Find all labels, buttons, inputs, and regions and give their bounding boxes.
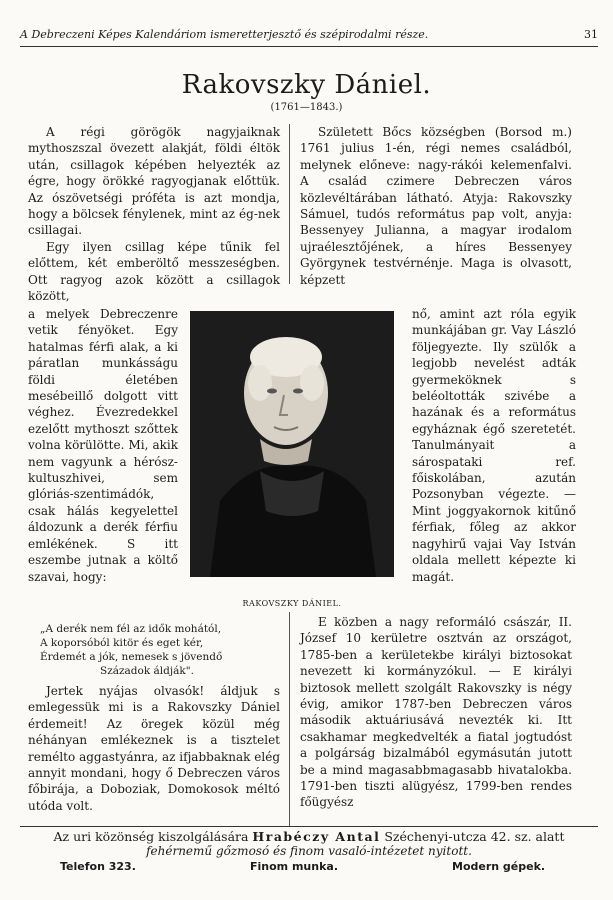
column-divider (289, 124, 290, 284)
portrait-illustration (190, 311, 394, 577)
left-column-bottom (28, 683, 280, 814)
paragraph: Egy ilyen csillag képe tűnik fel előttem, két emberöltő messzeségben. Ott ragyog azok között a csillagok között, (28, 239, 280, 304)
portrait-caption: RAKOVSZKY DÁNIEL. (242, 599, 342, 608)
ad-address: Széchenyi-utcza 42. sz. alatt (380, 829, 565, 844)
paragraph: Jertek nyájas olvasók! áldjuk s emlegessük mi is a Rakovszky Dániel érdemeit! Az öregek közül még néhányan emlékeznek is a tisztelet remélto aggastyánra, az ifjabbaknak elég annyit mondani, hogy ő Debreczen város főbirája, a Doboziak, Domokosok méltó utóda volt. (28, 684, 280, 813)
paragraph: Született Bőcs községben (Borsod m.) 1761 julius 1-én, régi nemes családból, melynek előneve: nagy-rákói kelemenfalvi. A család czimere Debreczen város közlevéltárában látható. Atyja: Rakovszky Sámuel, tudós református pap volt, anyja: Bessenyey Julianna, a magyar irodalom ujraélesztőjének, a híres Bessenyey Györgynek testvérnénje. Maga is olvasott, képzett (300, 125, 572, 287)
right-column-top (300, 124, 572, 288)
portrait-image (190, 311, 394, 577)
header-rule (20, 46, 598, 47)
left-column-top (28, 124, 280, 304)
page-number: 31 (584, 28, 598, 41)
paragraph: A régi görögök nagyjaiknak mythoszszal övezett alakját, földi éltök után, csillagok képében helyezték az égre, hogy örökké ragyogjanak előttük. Az ószövetségi próféta is azt mondja, hogy a bölcsek fénylenek, mint az ég-nek csillagai. (28, 125, 280, 238)
article-title: Rakovszky Dániel. (181, 70, 432, 100)
poem-line: Századok áldják". (100, 665, 194, 677)
ad-text: Az uri közönség kiszolgálására (53, 829, 253, 844)
paragraph: E közben a nagy reformáló császár, II. József 10 kerületre osztván az országot, 1785-ben a kerületekbe királyi biztosokat nevezett ki kormányzókul. — E királyi biztosok mellett szolgált Rakovszky is négy évig, amikor 1787-ben Debreczen város második aktuáriusává nevezték ki. Itt csakhamar megkedvelték a fiatal jogtudóst a polgárság bizalmából egymásután jutott be a mind magasabbmagasabb hivatalokba. 1791-ben tiszti alügyész, 1799-ben rendes főügyész (300, 615, 572, 810)
footer-rule (20, 826, 598, 827)
poem-quote (40, 622, 280, 678)
right-column-bottom (300, 614, 572, 811)
advertisement-line (20, 829, 598, 844)
article-dates: (1761—1843.) (270, 102, 343, 113)
ad-machines: Modern gépek. (452, 860, 546, 873)
poem-line: „A derék nem fél az idők mohától, (40, 623, 222, 635)
column-divider (289, 612, 290, 826)
ad-business-name: Hrabéczy Antal (252, 829, 381, 844)
paragraph: nő, amint azt róla egyik munkájában gr. Vay László följegyezte. Ily szülők a legjobb nevelést adták gyermeköknek s beléoltották szivébe a hazának és a református egyháznak égő szeretetét. Tanulmányait a sárospataki ref. főiskolában, azután Pozsonyban végezte. — Mint joggyakornok kitűnő férfiak, főleg az akkor nagyhirű vajai Vay István oldala mellett képezte ki magát. (412, 307, 576, 584)
poem-line: A koporsóból kitör és eget kér, (40, 637, 204, 649)
poem-line: Érdemét a jók, nemesek s jövendő (40, 651, 223, 663)
ad-work: Finom munka. (250, 860, 339, 873)
ad-telefon: Telefon 323. (60, 860, 136, 873)
right-column-middle (412, 306, 576, 585)
running-header (20, 28, 598, 41)
left-column-middle (28, 306, 178, 585)
paragraph: a melyek Debreczenre vetik fényöket. Egy hatalmas férfi alak, a ki páratlan munkásságu földi életében mesébeillő dolgott vitt véghez. Évezredekkel ezelőtt mythoszt szőttek volna körülötte. Mi, akik nem vagyunk a hérósz-kultuszhivei, sem glóriás-szentimádók, csak hálás kegyelettel áldozunk a derék férfiu emlékének. S itt eszembe jutnak a költő szavai, hogy: (28, 307, 178, 584)
advertisement-subline: fehérnemű gőzmosó és finom vasaló-intézetet nyitott. (146, 844, 472, 858)
running-title: A Debreczeni Képes Kalendáriom ismeretterjesztő és szépirodalmi része. (20, 28, 429, 41)
